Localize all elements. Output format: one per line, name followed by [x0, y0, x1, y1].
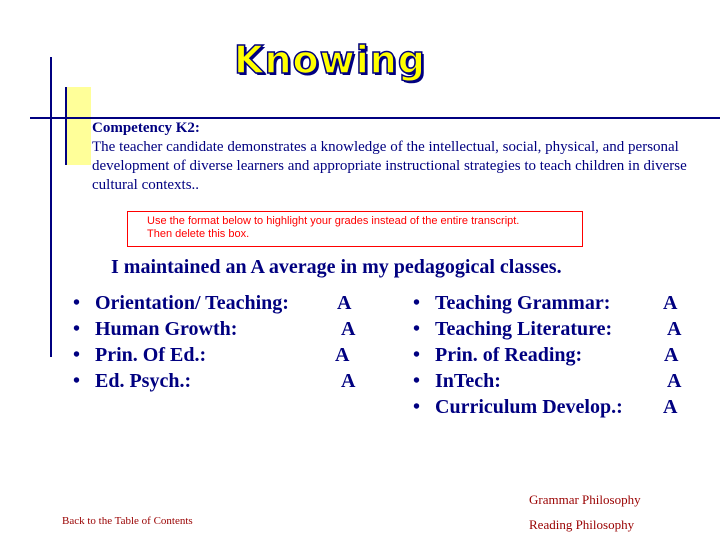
course-grade: A [341, 370, 356, 392]
slide-title: Knowing [234, 38, 426, 82]
course-item [413, 394, 713, 420]
bullet: • [413, 396, 421, 418]
competency-block [92, 119, 712, 195]
course-name: Prin. of Reading: [435, 344, 583, 366]
course-item [413, 342, 713, 368]
course-name: Ed. Psych.: [95, 370, 192, 392]
course-grade: A [337, 292, 352, 314]
bullet: • [413, 370, 421, 392]
note-line-1: Use the format below to highlight your grades instead of the entire transcript. [147, 215, 520, 227]
course-grade: A [664, 344, 679, 366]
course-grade: A [663, 396, 678, 418]
course-item [413, 290, 713, 316]
bullet: • [413, 318, 421, 340]
course-item [73, 290, 373, 316]
back-to-contents-link[interactable]: Back to the Table of Contents [62, 515, 193, 527]
instruction-note-box [127, 211, 583, 247]
vertical-rule-2 [65, 87, 67, 165]
course-name: Human Growth: [95, 318, 238, 340]
course-name: InTech: [435, 370, 501, 392]
yellow-accent-block [65, 87, 91, 165]
grammar-philosophy-link[interactable]: Grammar Philosophy [529, 492, 641, 507]
bullet: • [73, 344, 81, 366]
competency-text: The teacher candidate demonstrates a knowledge of the intellectual, social, physical, and personal development of diverse learners and appropriate instructional strategies to teach children in diverse cultural contexts.. [92, 139, 687, 193]
course-item [73, 368, 373, 394]
course-name: Curriculum Develop.: [435, 396, 623, 418]
course-grade: A [663, 292, 678, 314]
bullet: • [73, 292, 81, 314]
reading-philosophy-link[interactable]: Reading Philosophy [529, 517, 635, 532]
right-course-list [413, 290, 713, 420]
course-grade: A [335, 344, 350, 366]
course-item [413, 368, 713, 394]
course-name: Prin. Of Ed.: [95, 344, 207, 366]
bullet: • [73, 370, 81, 392]
course-grade: A [341, 318, 356, 340]
course-name: Teaching Literature: [435, 318, 613, 340]
bullet: • [413, 344, 421, 366]
course-grade: A [667, 370, 682, 392]
bullet: • [73, 318, 81, 340]
competency-heading: Competency K2: [92, 120, 200, 136]
course-item [413, 316, 713, 342]
course-item [73, 342, 373, 368]
course-item [73, 316, 373, 342]
course-name: Teaching Grammar: [435, 292, 611, 314]
bullet: • [413, 292, 421, 314]
left-course-list [73, 290, 373, 394]
grade-statement: I maintained an A average in my pedagogical classes. [111, 256, 562, 278]
vertical-rule [50, 57, 52, 357]
course-grade: A [667, 318, 682, 340]
course-name: Orientation/ Teaching: [95, 292, 289, 314]
note-line-2: Then delete this box. [147, 228, 250, 240]
